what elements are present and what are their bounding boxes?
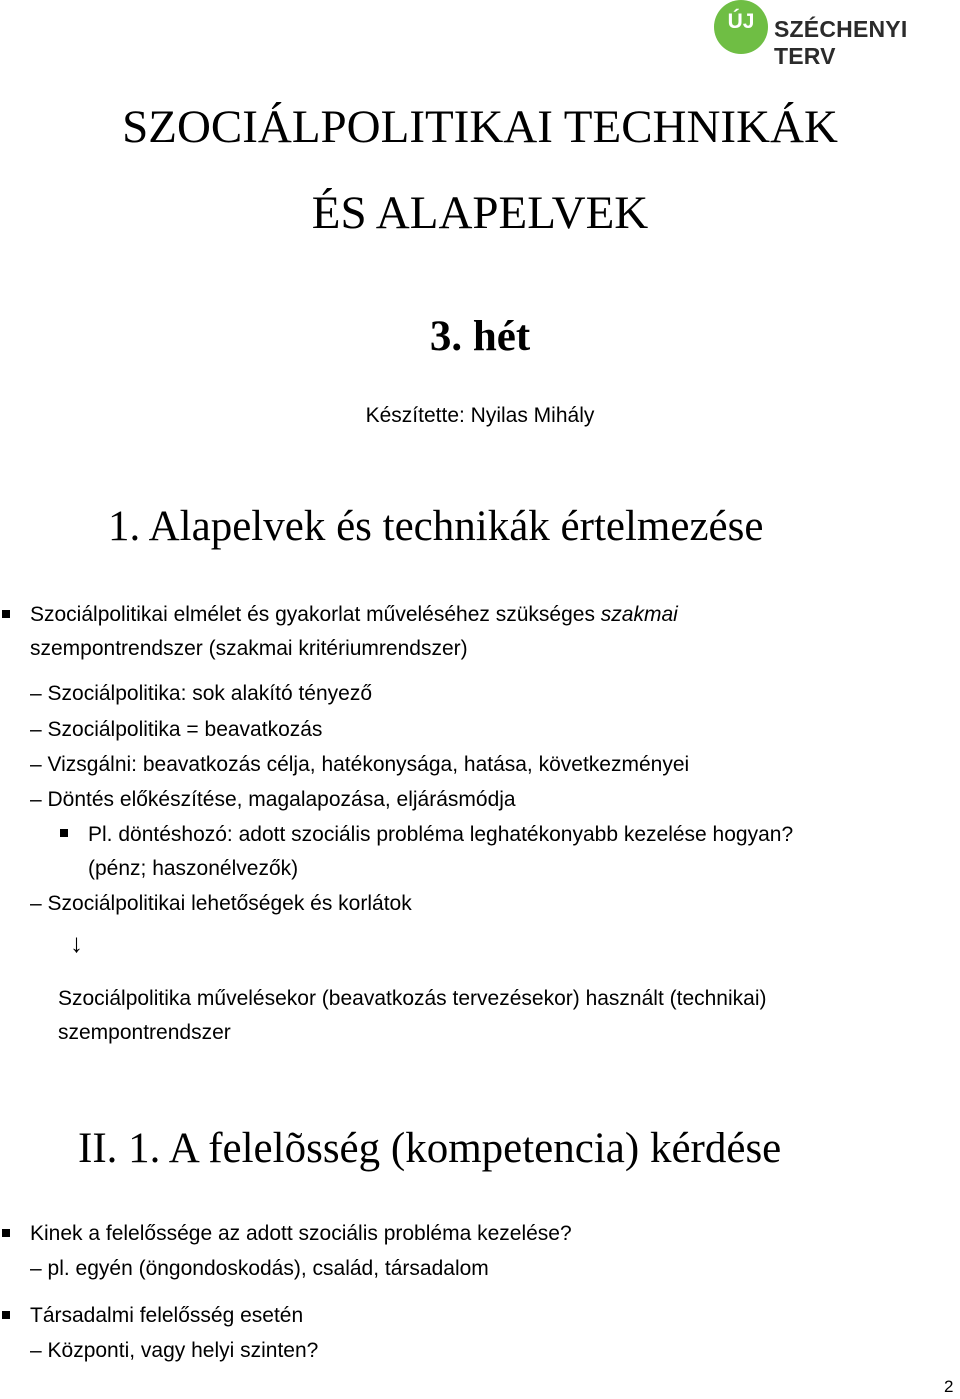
dash-item: – Szociálpolitika = beavatkozás [30,718,323,741]
section1-bullet1-line1 [30,603,678,627]
dash-item-text: Szociálpolitika: sok alakító tényező [47,682,373,705]
logo-wordmark: SZÉCHENYI TERV [774,16,908,69]
bullet1-italic: szakmai [600,603,678,626]
logo-circle-text: ÚJ [727,10,755,33]
author-line: Készítette: Nyilas Mihály [365,404,595,427]
section1-bullet1-line2: szempontrendszer (szakmai kritériumrendszer) [30,637,468,660]
dash-item-text: pl. egyén (öngondoskodás), család, társadalom [47,1257,489,1280]
dash-item: – Szociálpolitikai lehetőségek és korlátok [30,892,412,915]
dash-item: – Vizsgálni: beavatkozás célja, hatékonysága, hatása, következményei [30,753,690,776]
dash-item: – Szociálpolitika: sok alakító tényező [30,682,373,705]
page-title-line1: SZOCIÁLPOLITIKAI TECHNIKÁK [122,101,838,153]
conclusion-line1: Szociálpolitika művelésekor (beavatkozás tervezésekor) használt (technikai) [58,987,767,1010]
section1-heading: 1. Alapelvek és technikák értelmezése [108,503,764,550]
down-arrow-icon: ↓ [70,928,83,958]
dash-item: – pl. egyén (öngondoskodás), család, társadalom [30,1257,489,1280]
week-label: 3. hét [429,313,531,360]
page-title-line2: ÉS ALAPELVEK [311,187,649,239]
dash-item-text: Vizsgálni: beavatkozás célja, hatékonysága, hatása, következményei [47,753,690,776]
sub-bullet-line1: Pl. döntéshozó: adott szociális probléma leghatékonyabb kezelése hogyan? [88,823,794,846]
logo-circle-icon [714,0,768,54]
section2-bullet1: Kinek a felelőssége az adott szociális probléma kezelése? [30,1222,572,1245]
dash-item-text: Döntés előkészítése, magalapozása, eljárásmódja [47,788,516,811]
sub-bullet-line2: (pénz; haszonélvezők) [88,857,299,880]
dash-item-text: Központi, vagy helyi szinten? [47,1339,319,1362]
dash-item: – Döntés előkészítése, magalapozása, eljárásmódja [30,788,516,811]
dash-item-text: Szociálpolitika = beavatkozás [47,718,323,741]
dash-item: – Központi, vagy helyi szinten? [30,1339,319,1362]
bullet-square-icon [2,1311,10,1319]
sub-bullet-square-icon [60,829,68,837]
conclusion-line2: szempontrendszer [58,1021,231,1044]
bullet-square-icon [2,1229,10,1237]
section2-bullet2: Társadalmi felelősség esetén [30,1304,304,1327]
dash-item-text: Szociálpolitikai lehetőségek és korlátok [47,892,412,915]
bullet-square-icon [2,610,10,618]
section2-heading: II. 1. A felelõsség (kompetencia) kérdése [78,1125,782,1172]
bullet1-text: Szociálpolitikai elmélet és gyakorlat műveléséhez szükséges [30,603,601,626]
szechenyi-terv-logo [712,0,960,78]
page-number: 2 [944,1377,954,1396]
